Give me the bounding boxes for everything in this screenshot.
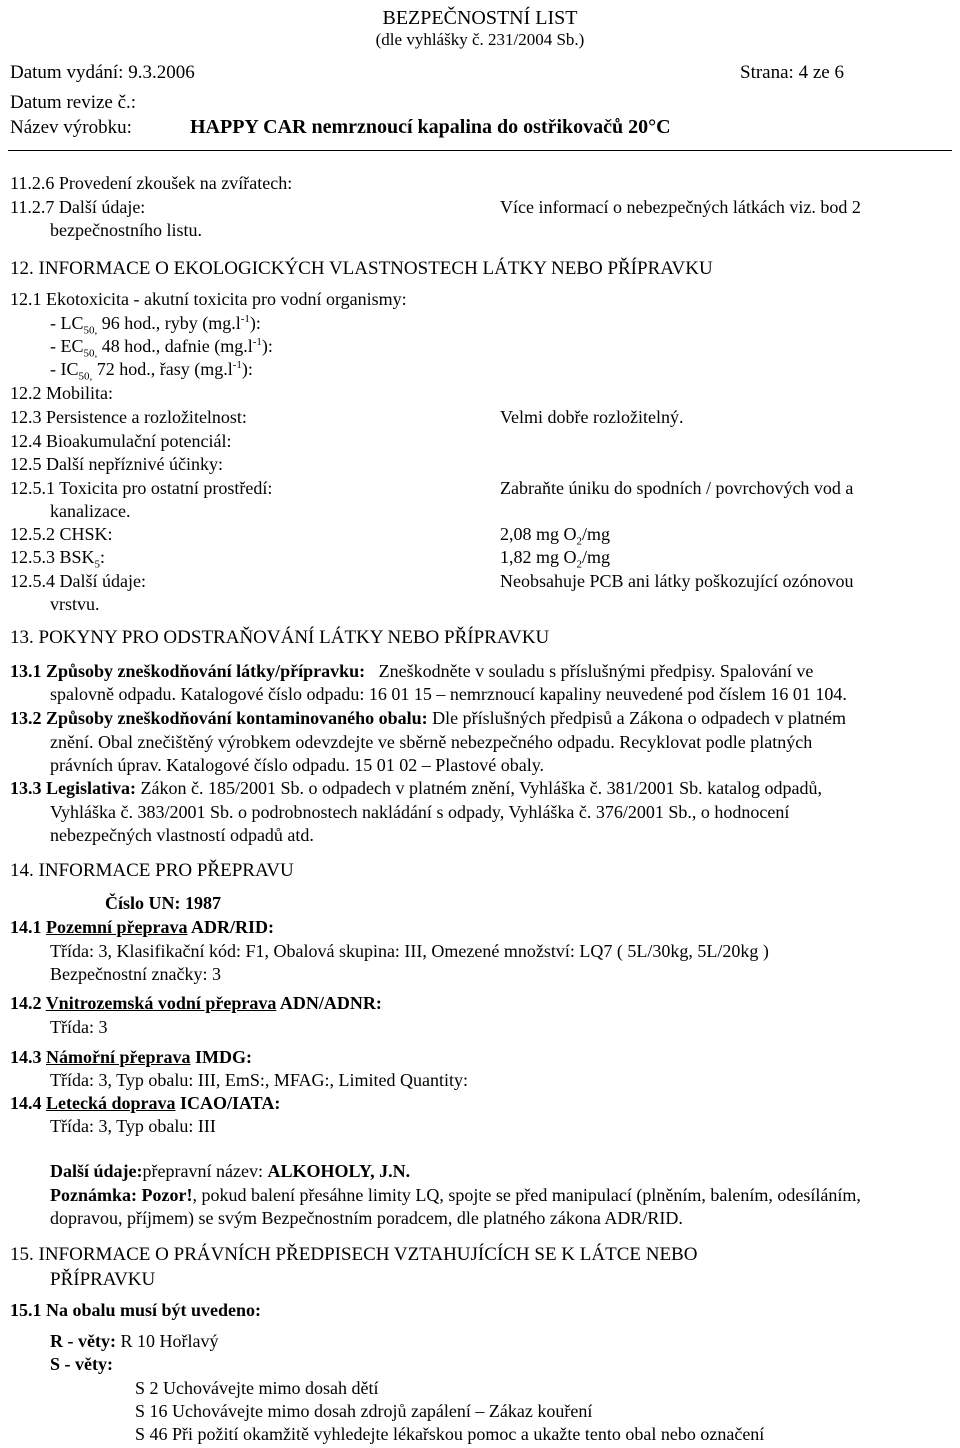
s14-3-mode: Námořní přeprava [46, 1047, 191, 1067]
bsk-sub: 5 [94, 558, 101, 571]
s12-other-effects: 12.5 Další nepříznivé účinky: [10, 454, 223, 474]
s12-mobility: 12.2 Mobilita: [10, 383, 113, 403]
issue-date-value: 9.3.2006 [128, 62, 195, 83]
s11-other-info-cont: bezpečnostního listu. [50, 220, 202, 240]
s15-title: 15. INFORMACE O PRÁVNÍCH PŘEDPISECH VZTAHUJÍCÍCH SE K LÁTCE NEBO [10, 1244, 698, 1265]
s14-inland-water [10, 992, 382, 1014]
lc-prefix: - LC [50, 313, 84, 333]
s11-other-info-value: Více informací o nebezpečných látkách viz. bod 2 [500, 197, 861, 217]
ec-prefix: - EC [50, 336, 84, 356]
product-temp-unit: C [656, 116, 671, 138]
s14-sea-transport-text: Třída: 3, Typ obalu: III, EmS:, MFAG:, Limited Quantity: [50, 1070, 469, 1090]
s12-further-info: 12.5.4 Další údaje: [10, 571, 146, 591]
s13-1-text: Zneškodněte v souladu s příslušnými předpisy. Spalování ve [378, 661, 814, 681]
revision-label: Datum revize č.: [10, 92, 137, 113]
s14-note [50, 1184, 861, 1206]
s13-title: 13. POKYNY PRO ODSTRAŇOVÁNÍ LÁTKY NEBO PŘÍPRAVKU [10, 627, 550, 648]
s14-note-label: Poznámka: Pozor! [50, 1185, 193, 1205]
s15-r-phrases [50, 1330, 218, 1352]
bsk-colon: : [100, 547, 106, 567]
s11-animal-tests: 11.2.6 Provedení zkoušek na zvířatech: [10, 173, 293, 193]
issue-date-row [10, 62, 195, 84]
ic-tail: ): [241, 359, 253, 379]
s13-2-label: 13.2 Způsoby zneškodňování kontaminovaného obalu: [10, 708, 428, 728]
s14-other-label: Další údaje: [50, 1161, 143, 1181]
s14-other-text: přepravní název: [142, 1161, 263, 1181]
s12-chsk-value [500, 523, 611, 548]
lc-text: 96 hod., ryby (mg.l [97, 313, 241, 333]
s12-lc50 [50, 312, 261, 337]
page-number-label: Strana: [740, 62, 794, 83]
s12-further-info-cont: vrstvu. [50, 594, 100, 614]
s12-toxicity-env: 12.5.1 Toxicita pro ostatní prostředí: [10, 478, 273, 498]
s15-s-phrase-item: S 2 Uchovávejte mimo dosah dětí [135, 1378, 379, 1398]
chsk-sub: 2 [576, 535, 582, 548]
s15-s-phrase-item: S 16 Uchovávejte mimo dosah zdrojů zapálení – Zákaz kouření [135, 1401, 593, 1421]
bsk-value-a: 1,82 mg O [500, 547, 577, 567]
chsk-value-b: /mg [582, 524, 611, 544]
s12-chsk: 12.5.2 CHSK: [10, 524, 113, 544]
page-number-row [740, 62, 844, 84]
s12-toxicity-env-cont: kanalizace. [50, 501, 131, 521]
s14-sea-transport [10, 1046, 252, 1068]
s12-title: 12. INFORMACE O EKOLOGICKÝCH VLASTNOSTECH LÁTKY NEBO PŘÍPRAVKU [10, 258, 713, 279]
chsk-value-a: 2,08 mg O [500, 524, 577, 544]
s14-road-transport [10, 916, 274, 938]
lc-tail: ): [249, 313, 261, 333]
s15-title-cont: PŘÍPRAVKU [50, 1269, 156, 1290]
s14-note-text: , pokud balení přesáhne limity LQ, spojte se před manipulací (plněním, balením, odesíláním, [192, 1185, 861, 1205]
s14-3-reg: IMDG: [194, 1047, 252, 1067]
s13-legislation [10, 777, 822, 799]
s11-other-info: 11.2.7 Další údaje: [10, 197, 146, 217]
s12-ic50 [50, 358, 253, 383]
s14-note-cont: dopravou, příjmem) se svým Bezpečnostním poradcem, dle platného zákona ADR/RID. [50, 1208, 683, 1228]
s12-ecotoxicity: 12.1 Ekotoxicita - akutní toxicita pro vodní organismy: [10, 289, 407, 309]
s13-2-text: Dle příslušných předpisů a Zákona o odpadech v platném [432, 708, 847, 728]
bsk-value-sub: 2 [576, 558, 582, 571]
s15-s-phrase-item: S 46 Při požití okamžitě vyhledejte lékařskou pomoc a ukažte tento obal nebo označení [135, 1424, 765, 1444]
page-number-value: 4 ze 6 [798, 62, 844, 83]
product-name [190, 116, 671, 138]
ic-sup: -1 [232, 359, 242, 371]
degree-icon: ° [648, 116, 657, 138]
s14-inland-water-text: Třída: 3 [50, 1017, 108, 1037]
s14-2-mode: Vnitrozemská vodní přeprava [45, 993, 277, 1013]
s13-3-label: 13.3 Legislativa: [10, 778, 136, 798]
s14-4-mode: Letecká doprava [46, 1093, 176, 1113]
s14-air-transport [10, 1092, 280, 1114]
s14-4-reg: ICAO/IATA: [180, 1093, 281, 1113]
issue-date-label: Datum vydání: [10, 62, 124, 83]
s12-bsk-value [500, 546, 611, 571]
s12-bioaccumulation: 12.4 Bioakumulační potenciál: [10, 431, 232, 451]
s12-bsk [10, 546, 106, 571]
s13-disposal-packaging-cont1: znění. Obal znečištěný výrobkem odevzdejte ve sběrně nebezpečného odpadu. Recyklovat podle platných [50, 732, 813, 752]
s12-toxicity-env-value: Zabraňte úniku do spodních / povrchových vod a [500, 478, 854, 498]
s13-1-label: 13.1 Způsoby zneškodňování látky/přípravku: [10, 661, 366, 681]
s14-1-reg: ADR/RID: [190, 917, 274, 937]
product-temp: 20 [628, 116, 649, 138]
lc-sub: 50, [83, 324, 98, 337]
lc-sup: -1 [240, 313, 250, 325]
s14-un-number: Číslo UN: 1987 [105, 893, 221, 913]
document-subtitle: (dle vyhlášky č. 231/2004 Sb.) [375, 30, 585, 49]
s14-1-mode: Pozemní přeprava [46, 917, 188, 937]
ec-sub: 50, [83, 347, 98, 360]
document-title: BEZPEČNOSTNÍ LIST [382, 7, 578, 29]
bsk-value-b: /mg [582, 547, 611, 567]
header-divider [8, 150, 952, 151]
ic-sub: 50, [78, 370, 93, 383]
r-phrase-text: R 10 Hořlavý [120, 1331, 219, 1351]
s13-disposal-substance [10, 660, 813, 682]
s13-legislation-cont1: Vyhláška č. 383/2001 Sb. o podrobnostech nakládání s odpady, Vyhláška č. 376/2001 Sb., o hodnocení [50, 802, 790, 822]
s14-road-transport-labels: Bezpečnostní značky: 3 [50, 964, 221, 984]
s14-other-info [50, 1160, 410, 1182]
ec-sup: -1 [252, 336, 262, 348]
s14-2-reg: ADN/ADNR: [279, 993, 382, 1013]
s14-3-num: 14.3 [10, 1047, 42, 1067]
product-label: Název výrobku: [10, 117, 132, 138]
s13-legislation-cont2: nebezpečných vlastností odpadů atd. [50, 825, 314, 845]
s12-ec50 [50, 335, 273, 360]
s14-road-transport-text: Třída: 3, Klasifikační kód: F1, Obalová skupina: III, Omezené množství: LQ7 ( 5L/30kg, 5L/20kg ) [50, 941, 769, 961]
s12-persistence: 12.3 Persistence a rozložitelnost: [10, 407, 247, 427]
ec-tail: ): [261, 336, 273, 356]
ic-prefix: - IC [50, 359, 79, 379]
s14-air-transport-text: Třída: 3, Typ obalu: III [50, 1116, 216, 1136]
s14-2-num: 14.2 [10, 993, 42, 1013]
s13-disposal-packaging-cont2: právních úprav. Katalogové číslo odpadu. 15 01 02 – Plastové obaly. [50, 755, 545, 775]
ic-text: 72 hod., řasy (mg.l [92, 359, 233, 379]
s14-4-num: 14.4 [10, 1093, 42, 1113]
s14-shipping-name: ALKOHOLY, J.N. [267, 1161, 411, 1181]
s15-s-phrases-label: S - věty: [50, 1354, 113, 1374]
s15-label-required: 15.1 Na obalu musí být uvedeno: [10, 1300, 262, 1320]
s13-3-text: Zákon č. 185/2001 Sb. o odpadech v platném znění, Vyhláška č. 381/2001 Sb. katalog odpadů, [140, 778, 823, 798]
s13-disposal-substance-cont: spalovně odpadu. Katalogové číslo odpadu: 16 01 15 – nemrznoucí kapaliny neuvedené pod číslem 16 01 104. [50, 684, 847, 704]
s13-disposal-packaging [10, 707, 846, 729]
s12-further-info-value: Neobsahuje PCB ani látky poškozující ozónovou [500, 571, 854, 591]
r-phrases-label: R - věty: [50, 1331, 116, 1351]
product-name-text: HAPPY CAR nemrznoucí kapalina do ostřikovačů [190, 116, 624, 138]
s12-persistence-value: Velmi dobře rozložitelný. [500, 407, 684, 427]
s14-title: 14. INFORMACE PRO PŘEPRAVU [10, 860, 294, 881]
s14-1-num: 14.1 [10, 917, 42, 937]
ec-text: 48 hod., dafnie (mg.l [97, 336, 253, 356]
bsk-label: 12.5.3 BSK [10, 547, 95, 567]
